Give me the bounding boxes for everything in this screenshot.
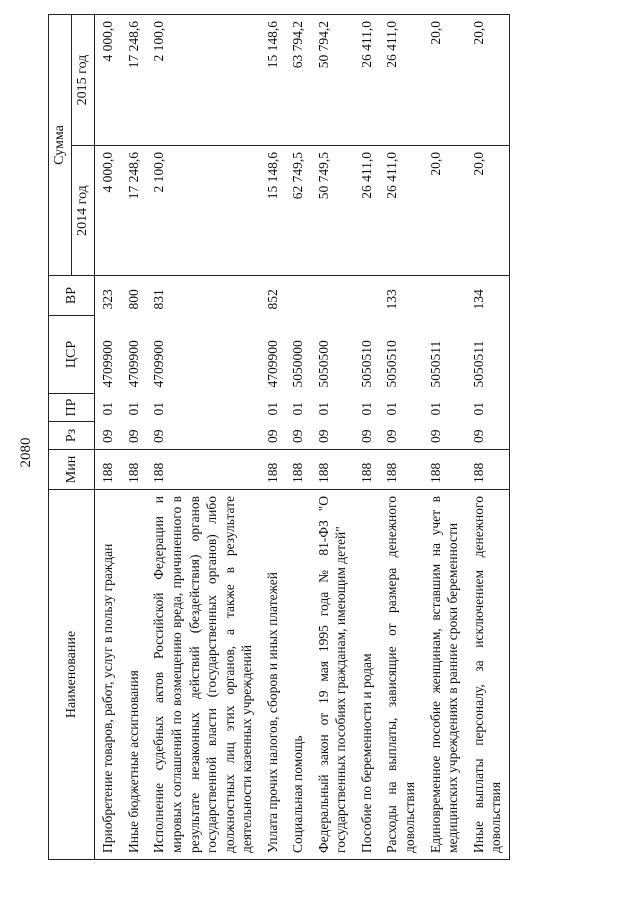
cell-min: 188	[311, 450, 354, 490]
cell-min: 188	[354, 450, 380, 490]
cell-y2015: 20,0	[423, 15, 466, 146]
cell-vr: 800	[125, 289, 141, 310]
table-body	[95, 15, 509, 860]
cell-name: Пособие по беременности и родам	[354, 490, 380, 860]
cell-pr: 01	[125, 402, 141, 416]
cell-rz: 09	[358, 429, 374, 443]
cell-y2015: 4 000,0	[95, 15, 121, 146]
header-pr: ПР	[49, 394, 95, 422]
cell-pr: 01	[466, 394, 510, 422]
cell-y2014: 15 148,6	[260, 146, 286, 276]
cell-y2015: 26 411,0	[354, 15, 380, 146]
cell-y2014: 26 411,0	[379, 146, 422, 276]
cell-min: 188	[95, 450, 121, 490]
cell-rz: 09	[384, 429, 400, 443]
cell-csr: 5050511	[427, 340, 443, 388]
cell-pr: 01	[384, 402, 400, 416]
cell-y2015: 15 148,6	[260, 15, 286, 146]
cell-vr	[285, 276, 311, 316]
cell-y2014: 50 749,5	[311, 146, 354, 276]
table-row	[379, 15, 422, 860]
cell-y2015: 2 100,0	[146, 15, 259, 146]
cell-csr: 5050511	[466, 316, 510, 394]
page-number: 2080	[18, 437, 34, 468]
cell-pr: 01	[290, 402, 306, 416]
cell-y2014: 17 248,6	[121, 146, 147, 276]
cell-rz: 09	[290, 429, 306, 443]
cell-pr: 01	[427, 402, 443, 416]
cell-vr: 831	[151, 289, 167, 310]
cell-y2014: 4 000,0	[95, 146, 121, 276]
cell-csr: 5050510	[384, 340, 400, 388]
budget-table	[48, 14, 510, 860]
cell-rz: 09	[100, 429, 116, 443]
cell-pr: 01	[151, 402, 167, 416]
cell-name: Приобретение товаров, работ, услуг в пользу граждан	[95, 490, 121, 860]
table-row	[285, 15, 311, 860]
cell-name: Социальная помощь	[285, 490, 311, 860]
header-csr: ЦСР	[49, 316, 95, 394]
cell-csr: 4709900	[264, 340, 280, 388]
cell-name: Исполнение судебных актов Российской Федерации и мировых соглашений по возмещению вреда, причиненного в результате незаконных действий (бездействия) органов государственной власти (государственных органов) либо должностных лиц этих органов, а также в результате деятельности казенных учреждений	[146, 490, 259, 860]
cell-name: Иные бюджетные ассигнования	[121, 490, 147, 860]
cell-y2015: 50 794,2	[311, 15, 354, 146]
cell-name: Иные выплаты персоналу, за исключением денежного довольствия	[466, 490, 510, 860]
cell-y2015: 26 411,0	[379, 15, 422, 146]
header-rz: Рз	[49, 422, 95, 450]
table-row	[466, 15, 510, 860]
cell-y2014: 20,0	[466, 146, 510, 276]
table-row	[423, 15, 466, 860]
cell-vr	[354, 276, 380, 316]
table-row	[95, 15, 121, 860]
cell-rz: 09	[427, 429, 443, 443]
cell-rz: 09	[125, 429, 141, 443]
header-2014: 2014 год	[72, 146, 95, 276]
cell-min: 188	[121, 450, 147, 490]
cell-pr: 01	[100, 402, 116, 416]
cell-vr: 323	[100, 289, 116, 310]
cell-name: Федеральный закон от 19 мая 1995 года № 81-ФЗ "О государственных пособиях гражданам, имеющим детей"	[311, 490, 354, 860]
cell-y2015: 17 248,6	[121, 15, 147, 146]
cell-name: Расходы на выплаты, зависящие от размера денежного довольствия	[379, 490, 422, 860]
cell-y2014: 20,0	[423, 146, 466, 276]
header-min: Мин	[49, 450, 95, 490]
cell-csr: 5050500	[315, 340, 331, 388]
header-sum: Сумма	[49, 15, 72, 276]
header-2015: 2015 год	[72, 15, 95, 146]
cell-rz: 09	[151, 429, 167, 443]
cell-y2014: 2 100,0	[146, 146, 259, 276]
cell-min: 188	[285, 450, 311, 490]
cell-name: Уплата прочих налогов, сборов и иных платежей	[260, 490, 286, 860]
cell-rz: 09	[466, 422, 510, 450]
header-vr: ВР	[49, 276, 95, 316]
cell-pr: 01	[358, 402, 374, 416]
cell-min: 188	[379, 450, 422, 490]
cell-vr	[311, 276, 354, 316]
cell-name: Единовременное пособие женщинам, вставшим на учет в медицинских учреждениях в ранние сроки беременности	[423, 490, 466, 860]
header-name: Наименование	[49, 490, 95, 860]
cell-vr: 133	[384, 289, 400, 310]
cell-y2014: 62 749,5	[285, 146, 311, 276]
cell-vr: 852	[264, 289, 280, 310]
table-row	[354, 15, 380, 860]
cell-rz: 09	[264, 429, 280, 443]
cell-min: 188	[260, 450, 286, 490]
cell-y2015: 20,0	[466, 15, 510, 146]
table-row	[121, 15, 147, 860]
header-row-1	[49, 15, 72, 860]
cell-csr: 5050000	[290, 340, 306, 388]
cell-y2015: 63 794,2	[285, 15, 311, 146]
cell-vr: 134	[466, 276, 510, 316]
table-row	[146, 15, 259, 860]
cell-pr: 01	[315, 402, 331, 416]
table-row	[260, 15, 286, 860]
cell-csr: 5050510	[358, 340, 374, 388]
cell-csr: 4709900	[100, 340, 116, 388]
cell-min: 188	[146, 450, 259, 490]
cell-pr: 01	[264, 402, 280, 416]
cell-min: 188	[423, 450, 466, 490]
cell-vr	[423, 276, 466, 316]
cell-y2014: 26 411,0	[354, 146, 380, 276]
cell-csr: 4709900	[125, 340, 141, 388]
table-row	[311, 15, 354, 860]
cell-csr: 4709900	[151, 340, 167, 388]
cell-rz: 09	[315, 429, 331, 443]
cell-min: 188	[466, 450, 510, 490]
